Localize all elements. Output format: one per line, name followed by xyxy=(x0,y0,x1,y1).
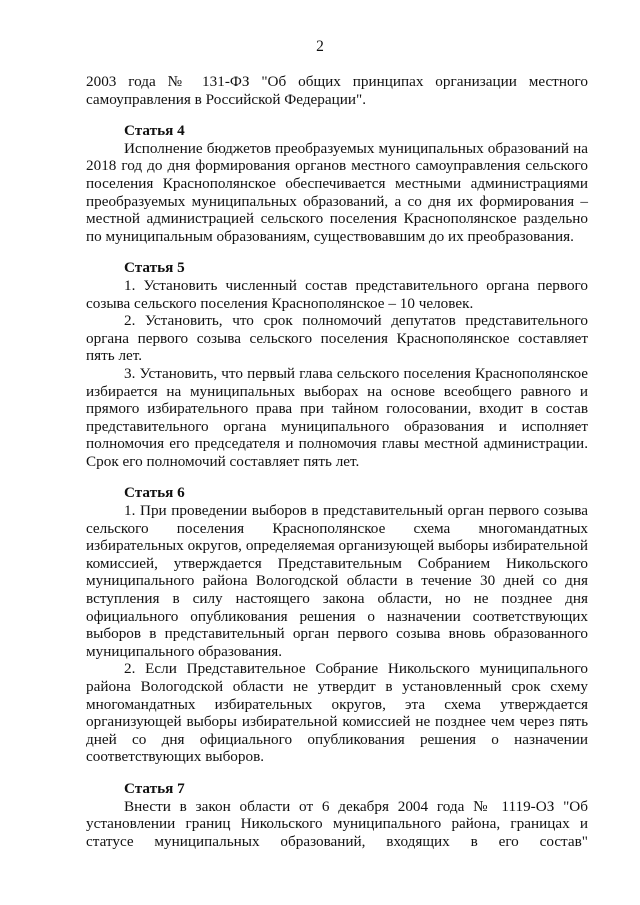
page-number: 2 xyxy=(316,38,324,55)
article-5-paragraph-2: 2. Установить, что срок полномочий депутатов представительного органа первого созыва сельского поселения Краснополянское составляет пять лет. xyxy=(86,312,588,365)
article-5-paragraph-1: 1. Установить численный состав представительного органа первого созыва сельского поселения Краснополянское – 10 человек. xyxy=(86,276,588,312)
article-7-paragraph: Внести в закон области от 6 декабря 2004 года № 1119-ОЗ "Об установлении границ Никольского муниципального района, границах и статусе муниципальных образований, входящих в его состав" xyxy=(86,797,588,850)
article-5-paragraph-3: 3. Установить, что первый глава сельского поселения Краснополянское избирается на муниципальных выборах на основе всеобщего равного и прямого избирательного права при тайном голосовании, входит в состав представительного органа муниципального образования и исполняет полномочия его председателя и полномочия главы местной администрации. Срок его полномочий составляет пять лет. xyxy=(86,364,588,470)
article-6-paragraph-1: 1. При проведении выборов в представительный орган первого созыва сельского поселения Краснополянское схема многомандатных избирательных округов, определяемая организующей выборы избирательной комиссией, утверждается Представительным Собранием Никольского муниципального района Вологодской области в течение 30 дней со дня вступления в силу настоящего закона области, но не позднее дня официального опубликования решения о назначении соответствующих выборов в представительный орган первого созыва вновь образованного муниципального образования. xyxy=(86,502,588,660)
article-6-heading: Статья 6 xyxy=(124,484,185,502)
intro-continuation: 2003 года № 131-ФЗ "Об общих принципах организации местного самоуправления в Российской Федерации". xyxy=(86,73,588,108)
article-7-heading: Статья 7 xyxy=(124,779,185,797)
article-4-heading: Статья 4 xyxy=(124,122,185,140)
article-4-paragraph: Исполнение бюджетов преобразуемых муниципальных образований на 2018 год до дня формирования органов местного самоуправления сельского поселения Краснополянское обеспечивается местными администрациями преобразуемых муниципальных образований, а со дня их формирования – местной администрацией сельского поселения Краснополянское раздельно по муниципальным образованиям, существовавшим до их преобразования. xyxy=(86,139,588,245)
article-5-heading: Статья 5 xyxy=(124,259,185,277)
document-body xyxy=(86,73,588,850)
article-6-paragraph-2: 2. Если Представительное Собрание Никольского муниципального района Вологодской области не утвердит в установленный срок схему многомандатных избирательных округов, эта схема утверждается организующей выборы избирательной комиссией не позднее чем через пять дней со дня официального опубликования решения о назначении соответствующих выборов. xyxy=(86,660,588,766)
